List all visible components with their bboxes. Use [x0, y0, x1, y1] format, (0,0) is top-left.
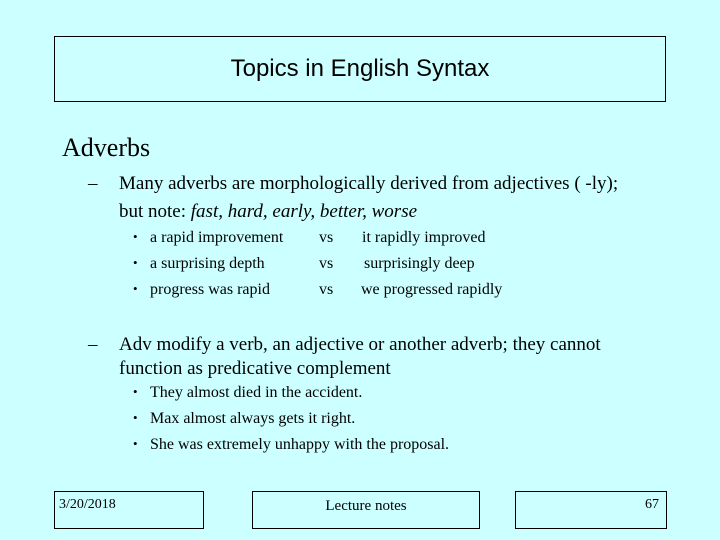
footer-page-box [515, 491, 667, 529]
footer-date-box [54, 491, 204, 529]
row-left: a surprising depth [150, 255, 265, 272]
example-text: She was extremely unhappy with the proposal. [150, 436, 450, 453]
point2-line2: function as predicative complement [119, 358, 391, 379]
example-text: They almost died in the accident. [150, 384, 363, 401]
row-vs: vs [319, 255, 334, 272]
row-vs: vs [319, 281, 334, 298]
row-right: surprisingly deep [364, 255, 475, 272]
slide-title-box [54, 36, 666, 102]
row-left: a rapid improvement [150, 229, 284, 246]
point1-line2 [119, 199, 417, 224]
bullet-icon: • [133, 384, 138, 399]
point1-line2-prefix: but note: [119, 201, 191, 222]
point1-line2-examples: fast, hard, early, better, worse [190, 201, 418, 222]
bullet-icon: • [133, 229, 138, 244]
row-vs: vs [319, 229, 334, 246]
point2-dash: – [88, 334, 98, 355]
point2-line1: Adv modify a verb, an adjective or another adverb; they cannot [119, 334, 601, 355]
point1-dash: – [88, 173, 98, 194]
footer-date: 3/20/2018 [59, 497, 116, 512]
bullet-icon: • [133, 281, 138, 296]
bullet-icon: • [133, 410, 138, 425]
footer-center-text: Lecture notes [325, 498, 407, 514]
section-heading: Adverbs [62, 133, 151, 162]
example-text: Max almost always gets it right. [150, 410, 356, 427]
row-right: we progressed rapidly [361, 281, 503, 298]
point1-line1: Many adverbs are morphologically derived from adjectives ( -ly); [119, 173, 619, 194]
page-number: 67 [645, 497, 659, 512]
bullet-icon: • [133, 255, 138, 270]
bullet-icon: • [133, 436, 138, 451]
slide-title: Topics in English Syntax [230, 55, 490, 82]
row-left: progress was rapid [150, 281, 270, 298]
footer-center-box [252, 491, 480, 529]
row-right: it rapidly improved [362, 229, 486, 246]
